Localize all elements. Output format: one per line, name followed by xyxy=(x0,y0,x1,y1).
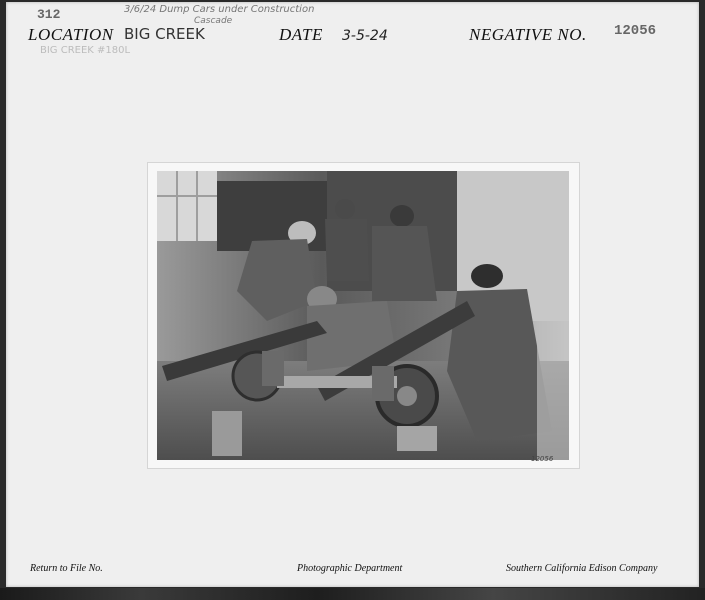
photograph xyxy=(157,171,569,460)
archive-card xyxy=(6,2,699,587)
location-faded-stamp: BIG CREEK #180L xyxy=(40,45,131,56)
negative-label: NEGATIVE NO. xyxy=(469,25,587,44)
department-label: Photographic Department xyxy=(297,563,403,574)
photo-negative-caption: 12056 xyxy=(531,455,554,463)
handwritten-note-location: Cascade xyxy=(194,16,233,26)
handwritten-note: 3/6/24 Dump Cars under Construction xyxy=(124,4,315,15)
date-value: 3-5-24 xyxy=(342,28,388,44)
location-value: BIG CREEK xyxy=(124,25,205,43)
film-edge-strip xyxy=(0,588,705,600)
photograph-image xyxy=(157,171,569,460)
location-label: LOCATION xyxy=(28,25,114,44)
catalog-number: 312 xyxy=(37,7,61,22)
photo-mount xyxy=(147,162,580,469)
return-to-file-label: Return to File No. xyxy=(30,563,103,574)
negative-value: 12056 xyxy=(614,23,657,39)
company-label: Southern California Edison Company xyxy=(506,563,658,574)
date-label: DATE xyxy=(279,25,323,44)
